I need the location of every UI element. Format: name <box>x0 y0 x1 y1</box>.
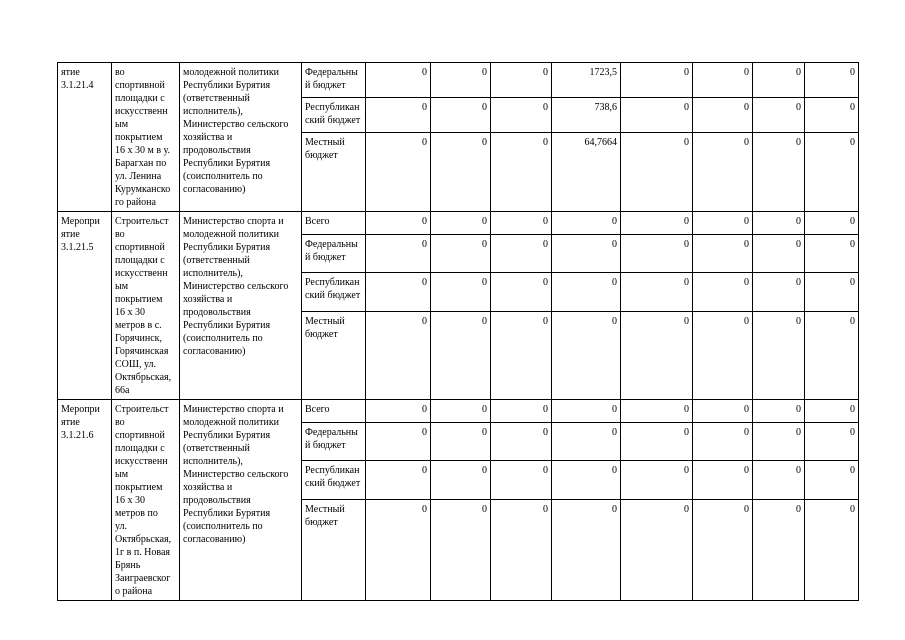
amount-cell: 0 <box>693 400 753 423</box>
amount-cell: 0 <box>693 133 753 212</box>
amount-cell: 0 <box>491 98 552 133</box>
amount-cell: 0 <box>621 311 693 399</box>
amount-cell: 0 <box>753 133 805 212</box>
amount-cell: 0 <box>621 212 693 235</box>
amount-cell: 0 <box>366 272 431 311</box>
amount-cell: 0 <box>491 400 552 423</box>
amount-cell: 0 <box>693 63 753 98</box>
amount-cell: 0 <box>431 235 491 272</box>
funding-source-cell: Федеральны й бюджет <box>302 63 366 98</box>
amount-cell: 0 <box>693 460 753 499</box>
amount-cell: 0 <box>366 460 431 499</box>
amount-cell: 0 <box>491 63 552 98</box>
amount-cell: 0 <box>805 311 859 399</box>
funding-source-cell: Всего <box>302 212 366 235</box>
amount-cell: 0 <box>552 460 621 499</box>
amount-cell: 0 <box>491 311 552 399</box>
amount-cell: 0 <box>621 98 693 133</box>
amount-cell: 0 <box>431 133 491 212</box>
amount-cell: 0 <box>366 133 431 212</box>
amount-cell: 0 <box>805 98 859 133</box>
funding-source-cell: Местный бюджет <box>302 311 366 399</box>
amount-cell: 0 <box>431 423 491 460</box>
amount-cell: 0 <box>805 63 859 98</box>
amount-cell: 0 <box>753 400 805 423</box>
amount-cell: 0 <box>805 499 859 600</box>
amount-cell: 1723,5 <box>552 63 621 98</box>
amount-cell: 0 <box>753 311 805 399</box>
amount-cell: 0 <box>753 499 805 600</box>
executor-cell: Министерство спорта и молодежной политики Республики Бурятия (ответственный исполнитель), Министерство сельского хозяйства и продовольствия Республики Бурятия (соисполнитель по согласованию) <box>180 400 302 601</box>
amount-cell: 0 <box>621 499 693 600</box>
table-row <box>58 212 859 235</box>
amount-cell: 64,7664 <box>552 133 621 212</box>
amount-cell: 0 <box>366 311 431 399</box>
event-cell: Меропри ятие 3.1.21.5 <box>58 212 112 400</box>
amount-cell: 0 <box>431 499 491 600</box>
amount-cell: 0 <box>805 400 859 423</box>
amount-cell: 0 <box>431 460 491 499</box>
amount-cell: 0 <box>431 272 491 311</box>
amount-cell: 0 <box>805 133 859 212</box>
amount-cell: 0 <box>366 499 431 600</box>
event-cell: ятие 3.1.21.4 <box>58 63 112 212</box>
amount-cell: 0 <box>693 423 753 460</box>
funding-source-cell: Федеральны й бюджет <box>302 423 366 460</box>
amount-cell: 0 <box>621 63 693 98</box>
amount-cell: 0 <box>491 460 552 499</box>
amount-cell: 0 <box>552 272 621 311</box>
amount-cell: 0 <box>366 400 431 423</box>
amount-cell: 0 <box>431 98 491 133</box>
amount-cell: 0 <box>491 272 552 311</box>
amount-cell: 0 <box>621 235 693 272</box>
amount-cell: 0 <box>366 98 431 133</box>
event-cell: Меропри ятие 3.1.21.6 <box>58 400 112 601</box>
amount-cell: 0 <box>431 63 491 98</box>
amount-cell: 0 <box>805 272 859 311</box>
amount-cell: 0 <box>805 423 859 460</box>
amount-cell: 0 <box>552 311 621 399</box>
funding-source-cell: Республикан ский бюджет <box>302 98 366 133</box>
amount-cell: 0 <box>491 423 552 460</box>
amount-cell: 0 <box>753 63 805 98</box>
table-row <box>58 400 859 423</box>
amount-cell: 0 <box>693 499 753 600</box>
executor-cell: молодежной политики Республики Бурятия (ответственный исполнитель), Министерство сельского хозяйства и продовольствия Республики Бурятия (соисполнитель по согласованию) <box>180 63 302 212</box>
budget-table <box>57 62 859 601</box>
amount-cell: 0 <box>552 235 621 272</box>
funding-source-cell: Местный бюджет <box>302 499 366 600</box>
amount-cell: 0 <box>693 272 753 311</box>
amount-cell: 0 <box>621 423 693 460</box>
funding-source-cell: Республикан ский бюджет <box>302 460 366 499</box>
amount-cell: 0 <box>366 212 431 235</box>
amount-cell: 0 <box>366 423 431 460</box>
amount-cell: 0 <box>552 212 621 235</box>
amount-cell: 0 <box>753 98 805 133</box>
amount-cell: 0 <box>753 212 805 235</box>
amount-cell: 0 <box>431 400 491 423</box>
amount-cell: 738,6 <box>552 98 621 133</box>
amount-cell: 0 <box>431 212 491 235</box>
amount-cell: 0 <box>491 235 552 272</box>
amount-cell: 0 <box>552 423 621 460</box>
amount-cell: 0 <box>491 499 552 600</box>
amount-cell: 0 <box>366 235 431 272</box>
amount-cell: 0 <box>805 212 859 235</box>
amount-cell: 0 <box>753 460 805 499</box>
event-name-cell: Строительст во спортивной площадки с искусственн ым покрытием 16 х 30 метров по ул. Октябрьская, 1г в п. Новая Брянь Заиграевског о района <box>112 400 180 601</box>
table-row <box>58 63 859 98</box>
event-name-cell: во спортивной площадки с искусственн ым покрытием 16 х 30 м в у. Барагхан по ул. Ленина Курумканско го района <box>112 63 180 212</box>
amount-cell: 0 <box>753 272 805 311</box>
amount-cell: 0 <box>693 98 753 133</box>
amount-cell: 0 <box>693 311 753 399</box>
amount-cell: 0 <box>491 212 552 235</box>
amount-cell: 0 <box>805 460 859 499</box>
amount-cell: 0 <box>621 133 693 212</box>
amount-cell: 0 <box>805 235 859 272</box>
funding-source-cell: Республикан ский бюджет <box>302 272 366 311</box>
funding-source-cell: Федеральны й бюджет <box>302 235 366 272</box>
amount-cell: 0 <box>753 423 805 460</box>
amount-cell: 0 <box>552 499 621 600</box>
amount-cell: 0 <box>621 400 693 423</box>
event-name-cell: Строительст во спортивной площадки с искусственн ым покрытием 16 х 30 метров в с. Горячинск, Горячинская СОШ, ул. Октябрьская, 66а <box>112 212 180 400</box>
amount-cell: 0 <box>491 133 552 212</box>
amount-cell: 0 <box>431 311 491 399</box>
funding-source-cell: Местный бюджет <box>302 133 366 212</box>
amount-cell: 0 <box>366 63 431 98</box>
amount-cell: 0 <box>753 235 805 272</box>
amount-cell: 0 <box>693 235 753 272</box>
amount-cell: 0 <box>621 460 693 499</box>
funding-source-cell: Всего <box>302 400 366 423</box>
amount-cell: 0 <box>693 212 753 235</box>
amount-cell: 0 <box>621 272 693 311</box>
amount-cell: 0 <box>552 400 621 423</box>
executor-cell: Министерство спорта и молодежной политики Республики Бурятия (ответственный исполнитель), Министерство сельского хозяйства и продовольствия Республики Бурятия (соисполнитель по согласованию) <box>180 212 302 400</box>
table-body <box>58 63 859 601</box>
